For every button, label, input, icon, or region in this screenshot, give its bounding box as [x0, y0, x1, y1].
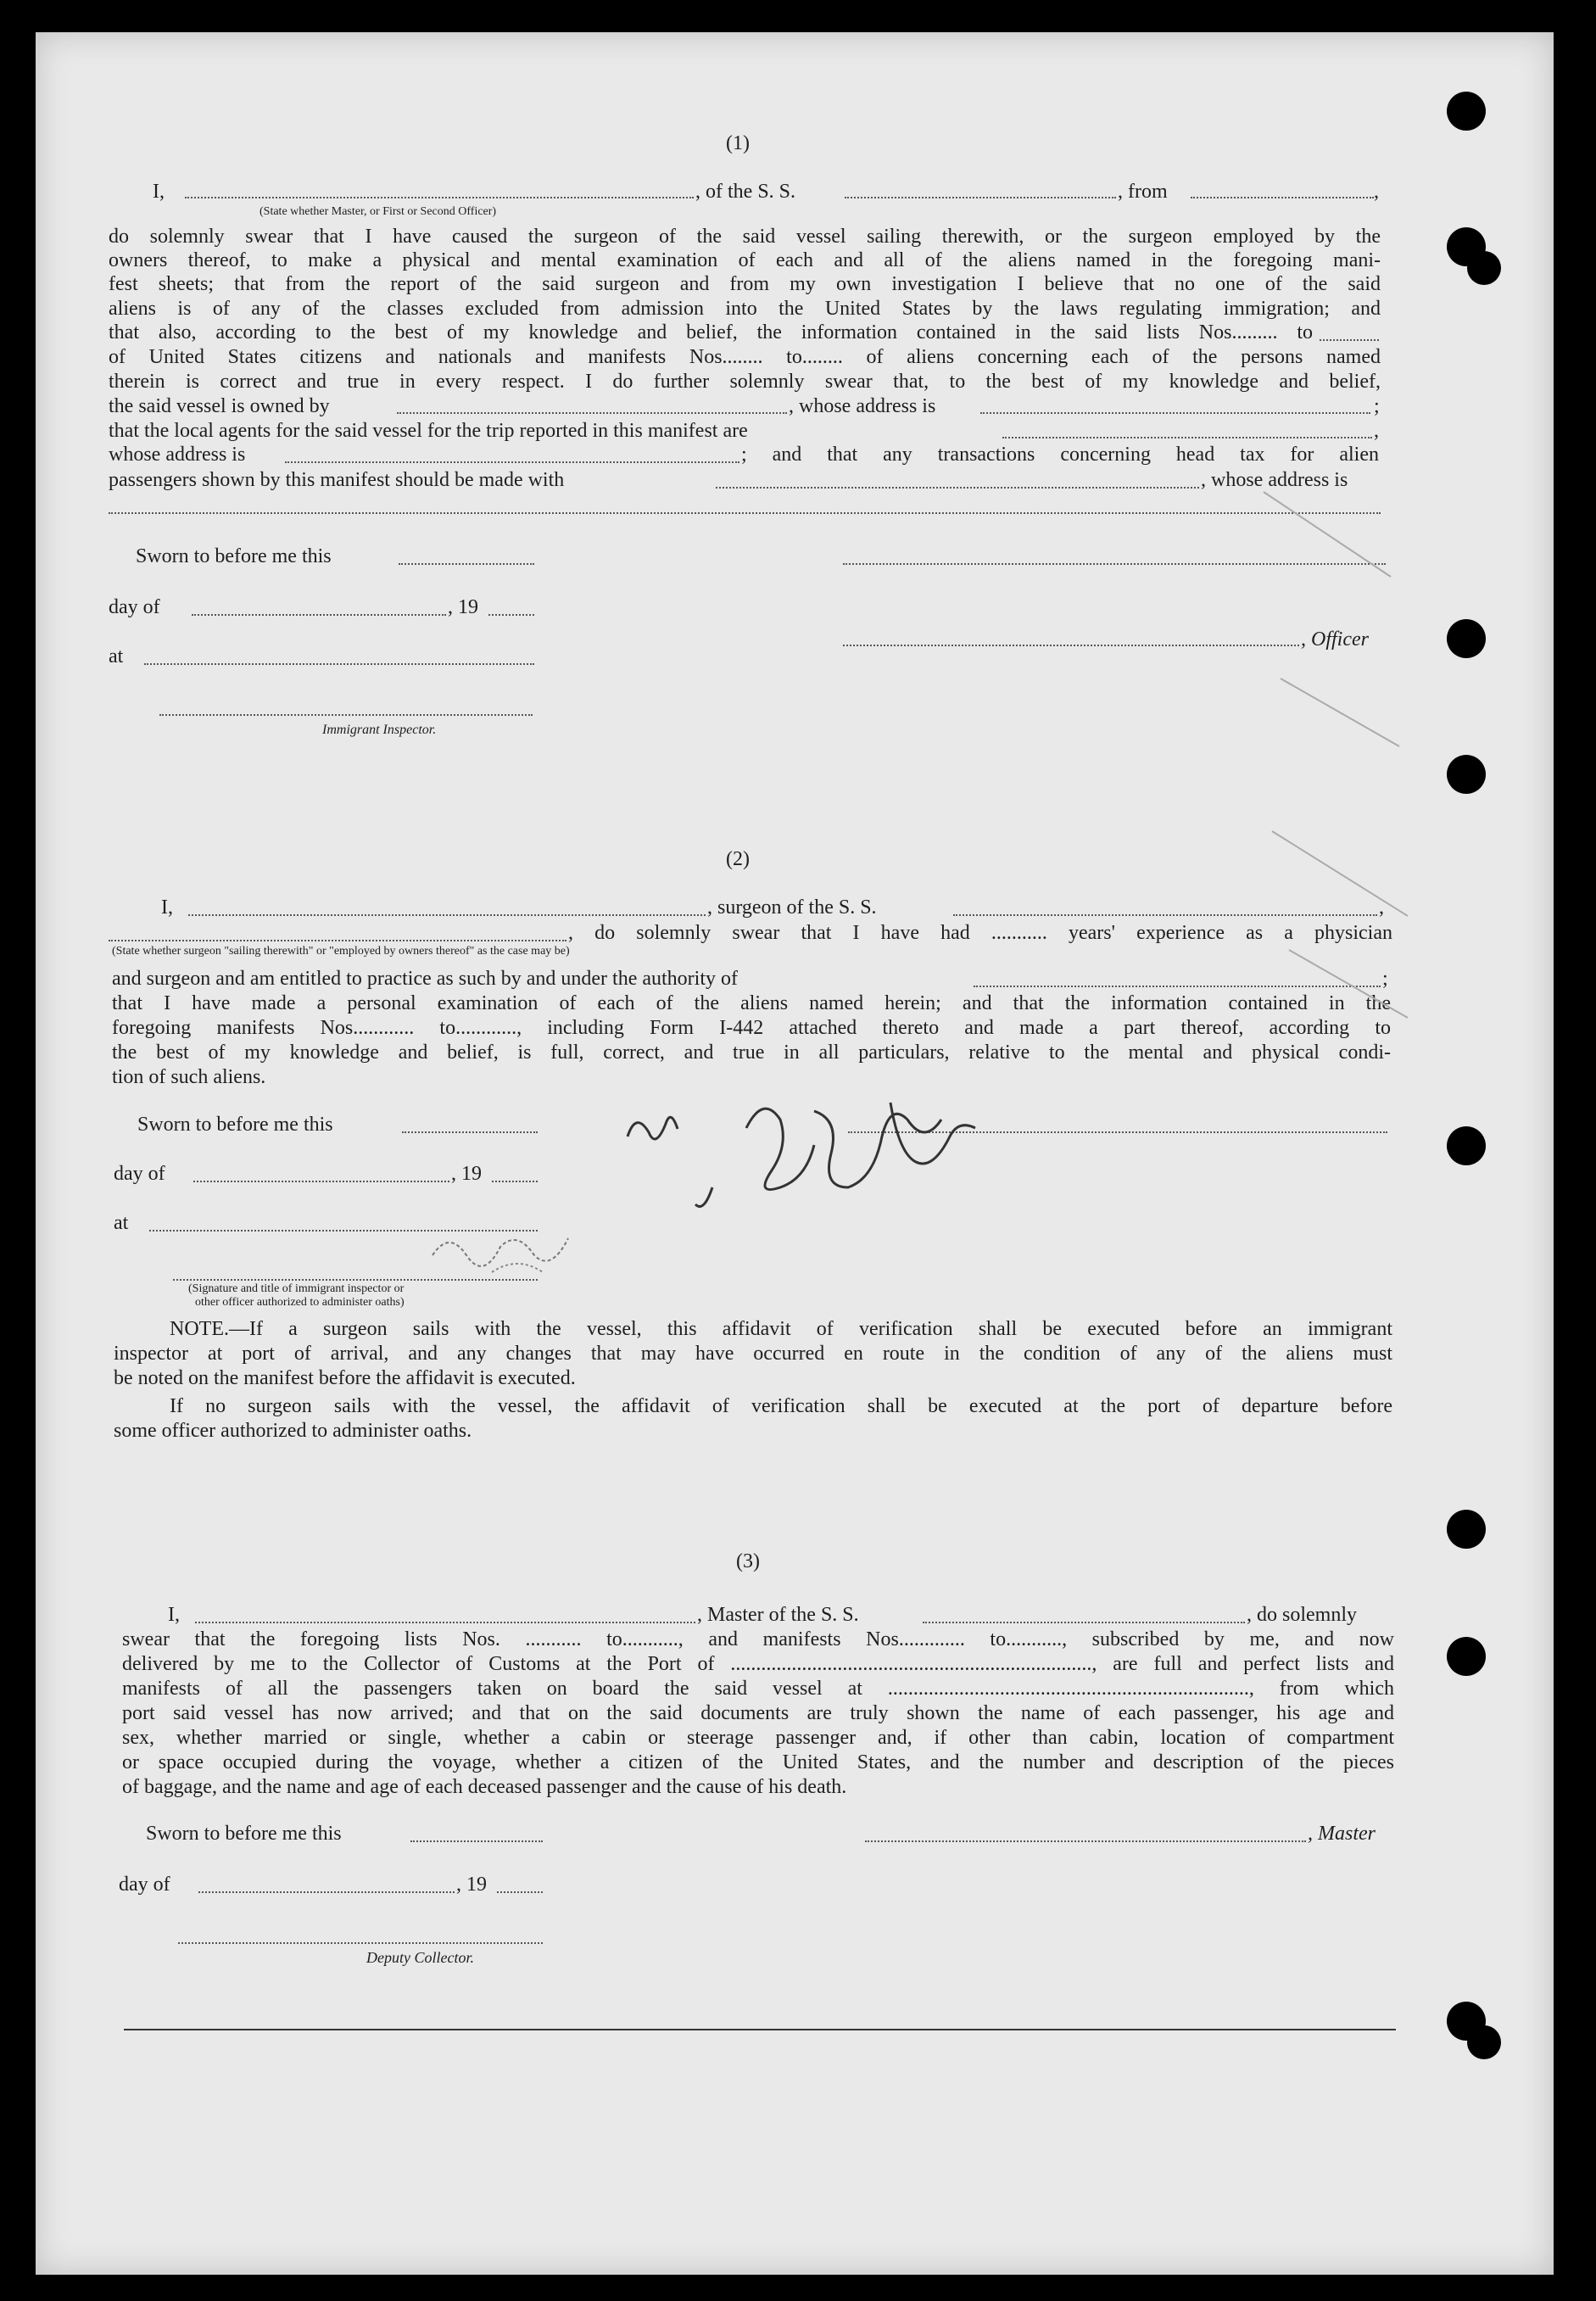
blank-line — [193, 1181, 449, 1182]
of-ss-label: , of the S. S. — [695, 181, 796, 203]
section-number: (1) — [726, 132, 750, 154]
head-tax-text: ; and that any transactions concerning head tax for alien — [741, 444, 1379, 466]
oath-body-line: therein is correct and true in every respect. I do further solemnly swear that, to the best of my knowledge and belief, — [109, 371, 1381, 393]
oath-body-line: that also, according to the best of my knowledge and belief, the information contained in the said lists Nos......... to — [109, 321, 1313, 343]
master-label: , Master — [1308, 1823, 1376, 1845]
comma: , — [1374, 181, 1379, 203]
year-label: , 19 — [448, 596, 478, 618]
authority-label: and surgeon and am entitled to practice as such by and under the authority of — [112, 968, 738, 990]
blank-line — [843, 645, 1299, 646]
note-line: If no surgeon sails with the vessel, the affidavit of verification shall be executed at the port of departure before — [170, 1395, 1392, 1417]
surgeon-body-last: tion of such aliens. — [112, 1066, 266, 1088]
section-number: (3) — [736, 1550, 760, 1572]
master-body-line: manifests of all the passengers taken on board the said vessel at ......................................................................., from which — [122, 1678, 1394, 1700]
blank-line — [144, 663, 534, 665]
blank-line — [159, 714, 533, 716]
passengers-label: passengers shown by this manifest should be made with — [109, 469, 565, 491]
from-label: , from — [1118, 181, 1168, 203]
at-label: at — [109, 645, 124, 667]
master-body-line: sex, whether married or single, whether a cabin or steerage passenger and, if other than cabin, location of compartment — [122, 1727, 1394, 1749]
surgeon-caption: (State whether surgeon "sailing therewith" or "employed by owners thereof" as the case may be) — [112, 945, 570, 958]
blank-line — [198, 1891, 455, 1893]
master-body-line: port said vessel has now arrived; and that on the said documents are truly shown the name of each passenger, his age and — [122, 1702, 1394, 1724]
bleed-through-marks — [1255, 475, 1425, 1069]
blank-line — [188, 914, 706, 916]
sworn-label: Sworn to before me this — [137, 1114, 333, 1136]
master-of-label: , Master of the S. S. — [697, 1604, 859, 1626]
oath-caption: (State whether Master, or First or Second Officer) — [259, 205, 497, 218]
blank-line — [1002, 437, 1372, 438]
blank-line — [178, 1942, 543, 1944]
sworn-label: Sworn to before me this — [136, 545, 332, 567]
officer-label: , Officer — [1301, 628, 1369, 651]
blank-line — [410, 1840, 543, 1842]
master-body-line: delivered by me to the Collector of Customs at the Port of ......................................................................., are full and perfect lists and — [122, 1653, 1394, 1675]
oath-body-line: owners thereof, to make a physical and mental examination of each and all of the aliens named in the foregoing mani- — [109, 249, 1381, 271]
blank-line — [285, 461, 739, 463]
sworn-label: Sworn to before me this — [146, 1823, 342, 1845]
master-body-line: or space occupied during the voyage, whether a citizen of the United States, and the number and description of the pieces — [122, 1751, 1394, 1773]
surgeon-of-label: , surgeon of the S. S. — [707, 896, 877, 919]
blank-line — [865, 1840, 1306, 1842]
blank-line — [923, 1622, 1245, 1623]
punch-hole — [1447, 92, 1486, 131]
surgeon-body-line: the best of my knowledge and belief, is full, correct, and true in all particulars, relative to the mental and physical condi- — [112, 1042, 1391, 1064]
day-of-label: day of — [114, 1163, 165, 1185]
year-label: , 19 — [456, 1874, 487, 1896]
blank-line — [492, 1181, 538, 1182]
stamp-smudge — [424, 1221, 628, 1289]
surgeon-body-line: foregoing manifests Nos............ to............, including Form I-442 attached thereto and made a part thereof, according to — [112, 1017, 1391, 1039]
note-line: some officer authorized to administer oaths. — [114, 1420, 472, 1442]
handwritten-signature — [611, 1077, 1018, 1230]
punch-hole — [1467, 2025, 1501, 2059]
oath-i: I, — [161, 896, 173, 919]
signature-caption: other officer authorized to administer oaths) — [195, 1296, 405, 1309]
bottom-rule — [124, 2029, 1396, 2030]
whose-address-label-2: whose address is — [109, 444, 246, 466]
note-line: inspector at port of arrival, and any changes that may have occurred en route in the condition of any of the aliens must — [114, 1343, 1392, 1365]
inspector-caption: Immigrant Inspector. — [322, 723, 437, 737]
owned-by-label: the said vessel is owned by — [109, 395, 330, 417]
comma: , — [1379, 896, 1384, 919]
punch-hole — [1467, 251, 1501, 285]
deputy-caption: Deputy Collector. — [366, 1949, 474, 1966]
do-solemnly-text: , do solemnly swear that I have had ........... years' experience as a physician — [568, 922, 1392, 944]
whose-address-label-3: , whose address is — [1201, 469, 1348, 491]
surgeon-body-line: that I have made a personal examination of each of the aliens named herein; and that the information contained in the — [112, 992, 1391, 1014]
punch-hole — [1447, 619, 1486, 658]
oath-body-line: fest sheets; that from the report of the said surgeon and from my own investigation I believe that no one of the said — [109, 273, 1381, 295]
year-label: , 19 — [451, 1163, 482, 1185]
blank-line — [399, 563, 534, 565]
blank-line — [1320, 339, 1379, 341]
semicolon: ; — [1382, 968, 1388, 990]
blank-line — [185, 197, 694, 198]
master-body-line: swear that the foregoing lists Nos. ........... to..........., and manifests Nos............. to..........., subscribed by me, and now — [122, 1628, 1394, 1650]
blank-line — [109, 512, 1381, 514]
blank-line — [1191, 197, 1374, 198]
semicolon: ; — [1374, 395, 1380, 417]
punch-hole — [1447, 1126, 1486, 1165]
oath-i: I, — [153, 181, 165, 203]
signature-caption: (Signature and title of immigrant inspector or — [188, 1282, 405, 1295]
comma: , — [1374, 420, 1379, 442]
whose-address-label: , whose address is — [789, 395, 936, 417]
oath-body-line: do solemnly swear that I have caused the surgeon of the said vessel sailing therewith, or the surgeon employed by the — [109, 226, 1381, 248]
blank-line — [109, 940, 566, 941]
blank-line — [402, 1131, 538, 1133]
blank-line — [488, 614, 534, 616]
master-body-last: of baggage, and the name and age of each deceased passenger and the cause of his death. — [122, 1776, 847, 1798]
punch-hole — [1447, 1637, 1486, 1676]
punch-hole — [1447, 1510, 1486, 1549]
punch-hole — [1447, 755, 1486, 794]
blank-line — [845, 197, 1116, 198]
blank-line — [192, 614, 446, 616]
at-label: at — [114, 1212, 129, 1234]
blank-line — [497, 1891, 543, 1893]
note-line: NOTE.—If a surgeon sails with the vessel, this affidavit of verification shall be executed before an immigrant — [170, 1318, 1392, 1340]
blank-line — [195, 1622, 695, 1623]
blank-line — [980, 412, 1370, 414]
oath-body-line: of United States citizens and nationals and manifests Nos........ to........ of aliens concerning each of the persons named — [109, 346, 1381, 368]
local-agents-label: that the local agents for the said vessel for the trip reported in this manifest are — [109, 420, 748, 442]
oath-body-line: aliens is of any of the classes excluded from admission into the United States by the laws regulating immigration; and — [109, 298, 1381, 320]
day-of-label: day of — [119, 1874, 170, 1896]
blank-line — [716, 487, 1199, 489]
do-solemnly-label: , do solemnly — [1247, 1604, 1357, 1626]
section-number: (2) — [726, 848, 750, 870]
oath-i: I, — [168, 1604, 180, 1626]
day-of-label: day of — [109, 596, 160, 618]
blank-line — [397, 412, 787, 414]
note-line: be noted on the manifest before the affidavit is executed. — [114, 1367, 576, 1389]
